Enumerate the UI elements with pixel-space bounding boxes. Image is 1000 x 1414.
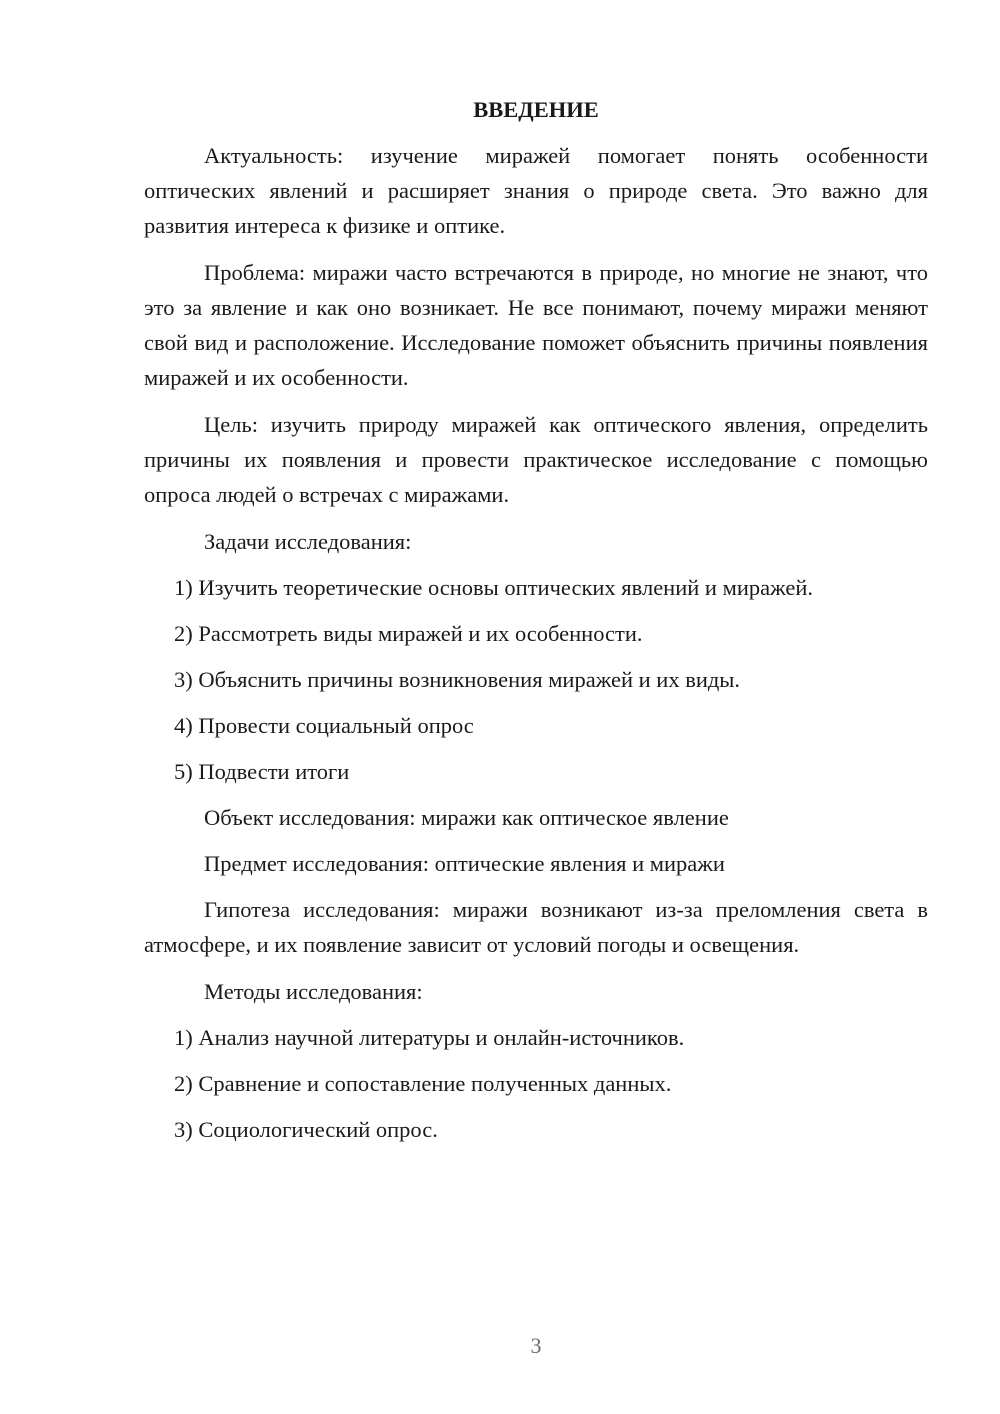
task-item: 3) Объяснить причины возникновения миражей и их виды. [174,667,741,692]
methods-heading: Методы исследования: [204,979,423,1004]
method-item: 1) Анализ научной литературы и онлайн-источников. [174,1025,685,1050]
relevance-paragraph: Актуальность: изучение миражей помогает понять особенности оптических явлений и расширяет знания о природе света. Это важно для развития интереса к физике и оптике. [144,143,928,238]
subject-line: Предмет исследования: оптические явления и миражи [204,851,725,876]
task-item: 4) Провести социальный опрос [174,713,474,738]
goal-paragraph: Цель: изучить природу миражей как оптического явления, определить причины их появления и провести практическое исследование с помощью опроса людей о встречах с миражами. [144,412,928,507]
method-item: 3) Социологический опрос. [174,1117,438,1142]
task-item: 1) Изучить теоретические основы оптических явлений и миражей. [174,575,814,600]
tasks-heading: Задачи исследования: [204,529,412,554]
page-title: ВВЕДЕНИЕ [473,97,599,122]
problem-paragraph: Проблема: миражи часто встречаются в природе, но многие не знают, что это за явление и как оно возникает. Не все понимают, почему миражи меняют свой вид и расположение. Исследование поможет объяснить причины появления миражей и их особенности. [144,260,928,390]
object-line: Объект исследования: миражи как оптическое явление [204,805,729,830]
method-item: 2) Сравнение и сопоставление полученных данных. [174,1071,672,1096]
page-number: 3 [530,1333,542,1358]
hypothesis-paragraph: Гипотеза исследования: миражи возникают из-за преломления света в атмосфере, и их появление зависит от условий погоды и освещения. [144,897,928,957]
page-content [144,92,928,1158]
task-item: 2) Рассмотреть виды миражей и их особенности. [174,621,643,646]
task-item: 5) Подвести итоги [174,759,350,784]
